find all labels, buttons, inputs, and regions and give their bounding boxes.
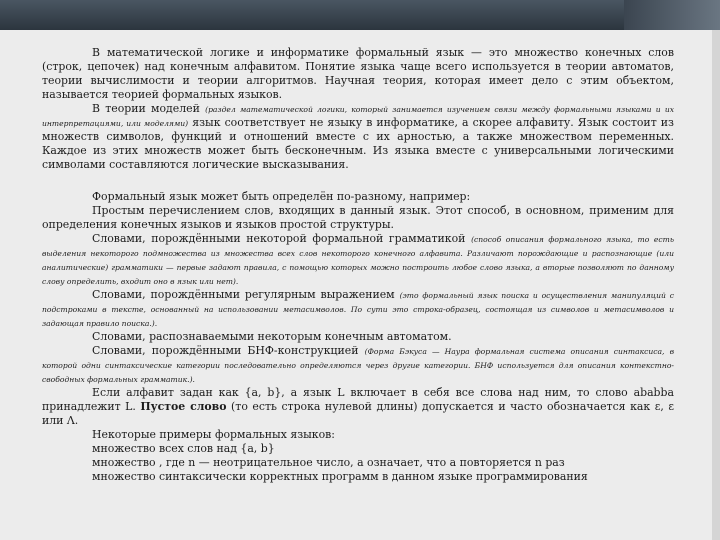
method-bnf	[42, 344, 674, 386]
method-grammar-note: (способ описания формального языка, то есть выделения некоторого подмножества из множества всех слов некоторого конечного алфавита. Различают порождающие и распознающие (или аналитические) грамматики — первые задают правила, с помощью которых можно построить любое слово языка, а вторые позволяют по данному слову определить, входит оно в язык или нет).	[42, 235, 674, 286]
slide-top-bar	[0, 0, 720, 30]
example-item-1: множество всех слов над {a, b}	[92, 442, 275, 455]
alphabet-example-text: Если алфавит задан как {a, b}, а язык L включает в себя все слова над ним, то слово ababba принадлежит L.	[42, 386, 674, 413]
empty-word-term: Пустое слово	[140, 400, 227, 413]
paragraph-definition-methods: Формальный язык может быть определён по-разному, например:	[92, 190, 471, 203]
method-automaton: Словами, распознаваемыми некоторым конечным автоматом.	[92, 330, 452, 343]
paragraph-definition: В математической логике и информатике формальный язык — это множество конечных слов (строк, цепочек) над конечным алфавитом. Понятие языка чаще всего используется в теории автоматов, теории вычислимости и теории алгоритмов. Научная теория, которая имеет дело с этим объектом, называется теорией формальных языков.	[42, 46, 674, 101]
paragraph-model-theory	[42, 102, 674, 172]
method-bnf-note: (Форма Бэкуса — Наура формальная система описания синтаксиса, в которой одни синтаксические категории последовательно определяются через другие категории. БНФ используется для описания контекстно-свободных формальных грамматик.).	[42, 347, 674, 384]
model-theory-lead: В теории моделей	[92, 102, 200, 115]
right-scroll-edge	[712, 30, 720, 540]
method-enumeration: Простым перечислением слов, входящих в данный язык. Этот способ, в основном, применим для определения конечных языков и языков простой структуры.	[42, 204, 674, 231]
example-item-2: множество , где n — неотрицательное число, a означает, что a повторяется n раз	[92, 456, 565, 469]
method-regex-note: (это формальный язык поиска и осуществления манипуляций с подстроками в тексте, основанный на использовании метасимволов. По сути это строка-образец, состоящая из символов и метасимволов и задающая правило поиска.).	[42, 291, 674, 328]
method-regex-text: Словами, порождёнными регулярным выражением	[92, 288, 395, 301]
method-grammar-text: Словами, порождёнными некоторой формальной грамматикой	[92, 232, 466, 245]
document-page	[42, 46, 674, 484]
method-grammar	[42, 232, 674, 288]
model-theory-note: (раздел математической логики, который занимается изучением связи между формальными языками и их интерпретациями, или моделями)	[42, 105, 674, 128]
example-item-3: множество синтаксически корректных программ в данном языке программирования	[92, 470, 588, 483]
model-theory-text: язык соответствует не языку в информатике, а скорее алфавиту. Язык состоит из множеств символов, функций и отношений вместе с их арностью, а также множеством переменных. Каждое из этих множеств может быть бесконечным. Из языка вместе с универсальными логическими символами составляются логические высказывания.	[42, 116, 674, 171]
top-bar-accent	[624, 0, 720, 30]
paragraph-alphabet-example	[42, 386, 674, 428]
examples-heading: Некоторые примеры формальных языков:	[92, 428, 335, 441]
method-regex	[42, 288, 674, 330]
empty-word-text: (то есть строка нулевой длины) допускается и часто обозначается как ε, ε или Λ.	[42, 400, 674, 427]
method-bnf-text: Словами, порождёнными БНФ-конструкцией	[92, 344, 359, 357]
